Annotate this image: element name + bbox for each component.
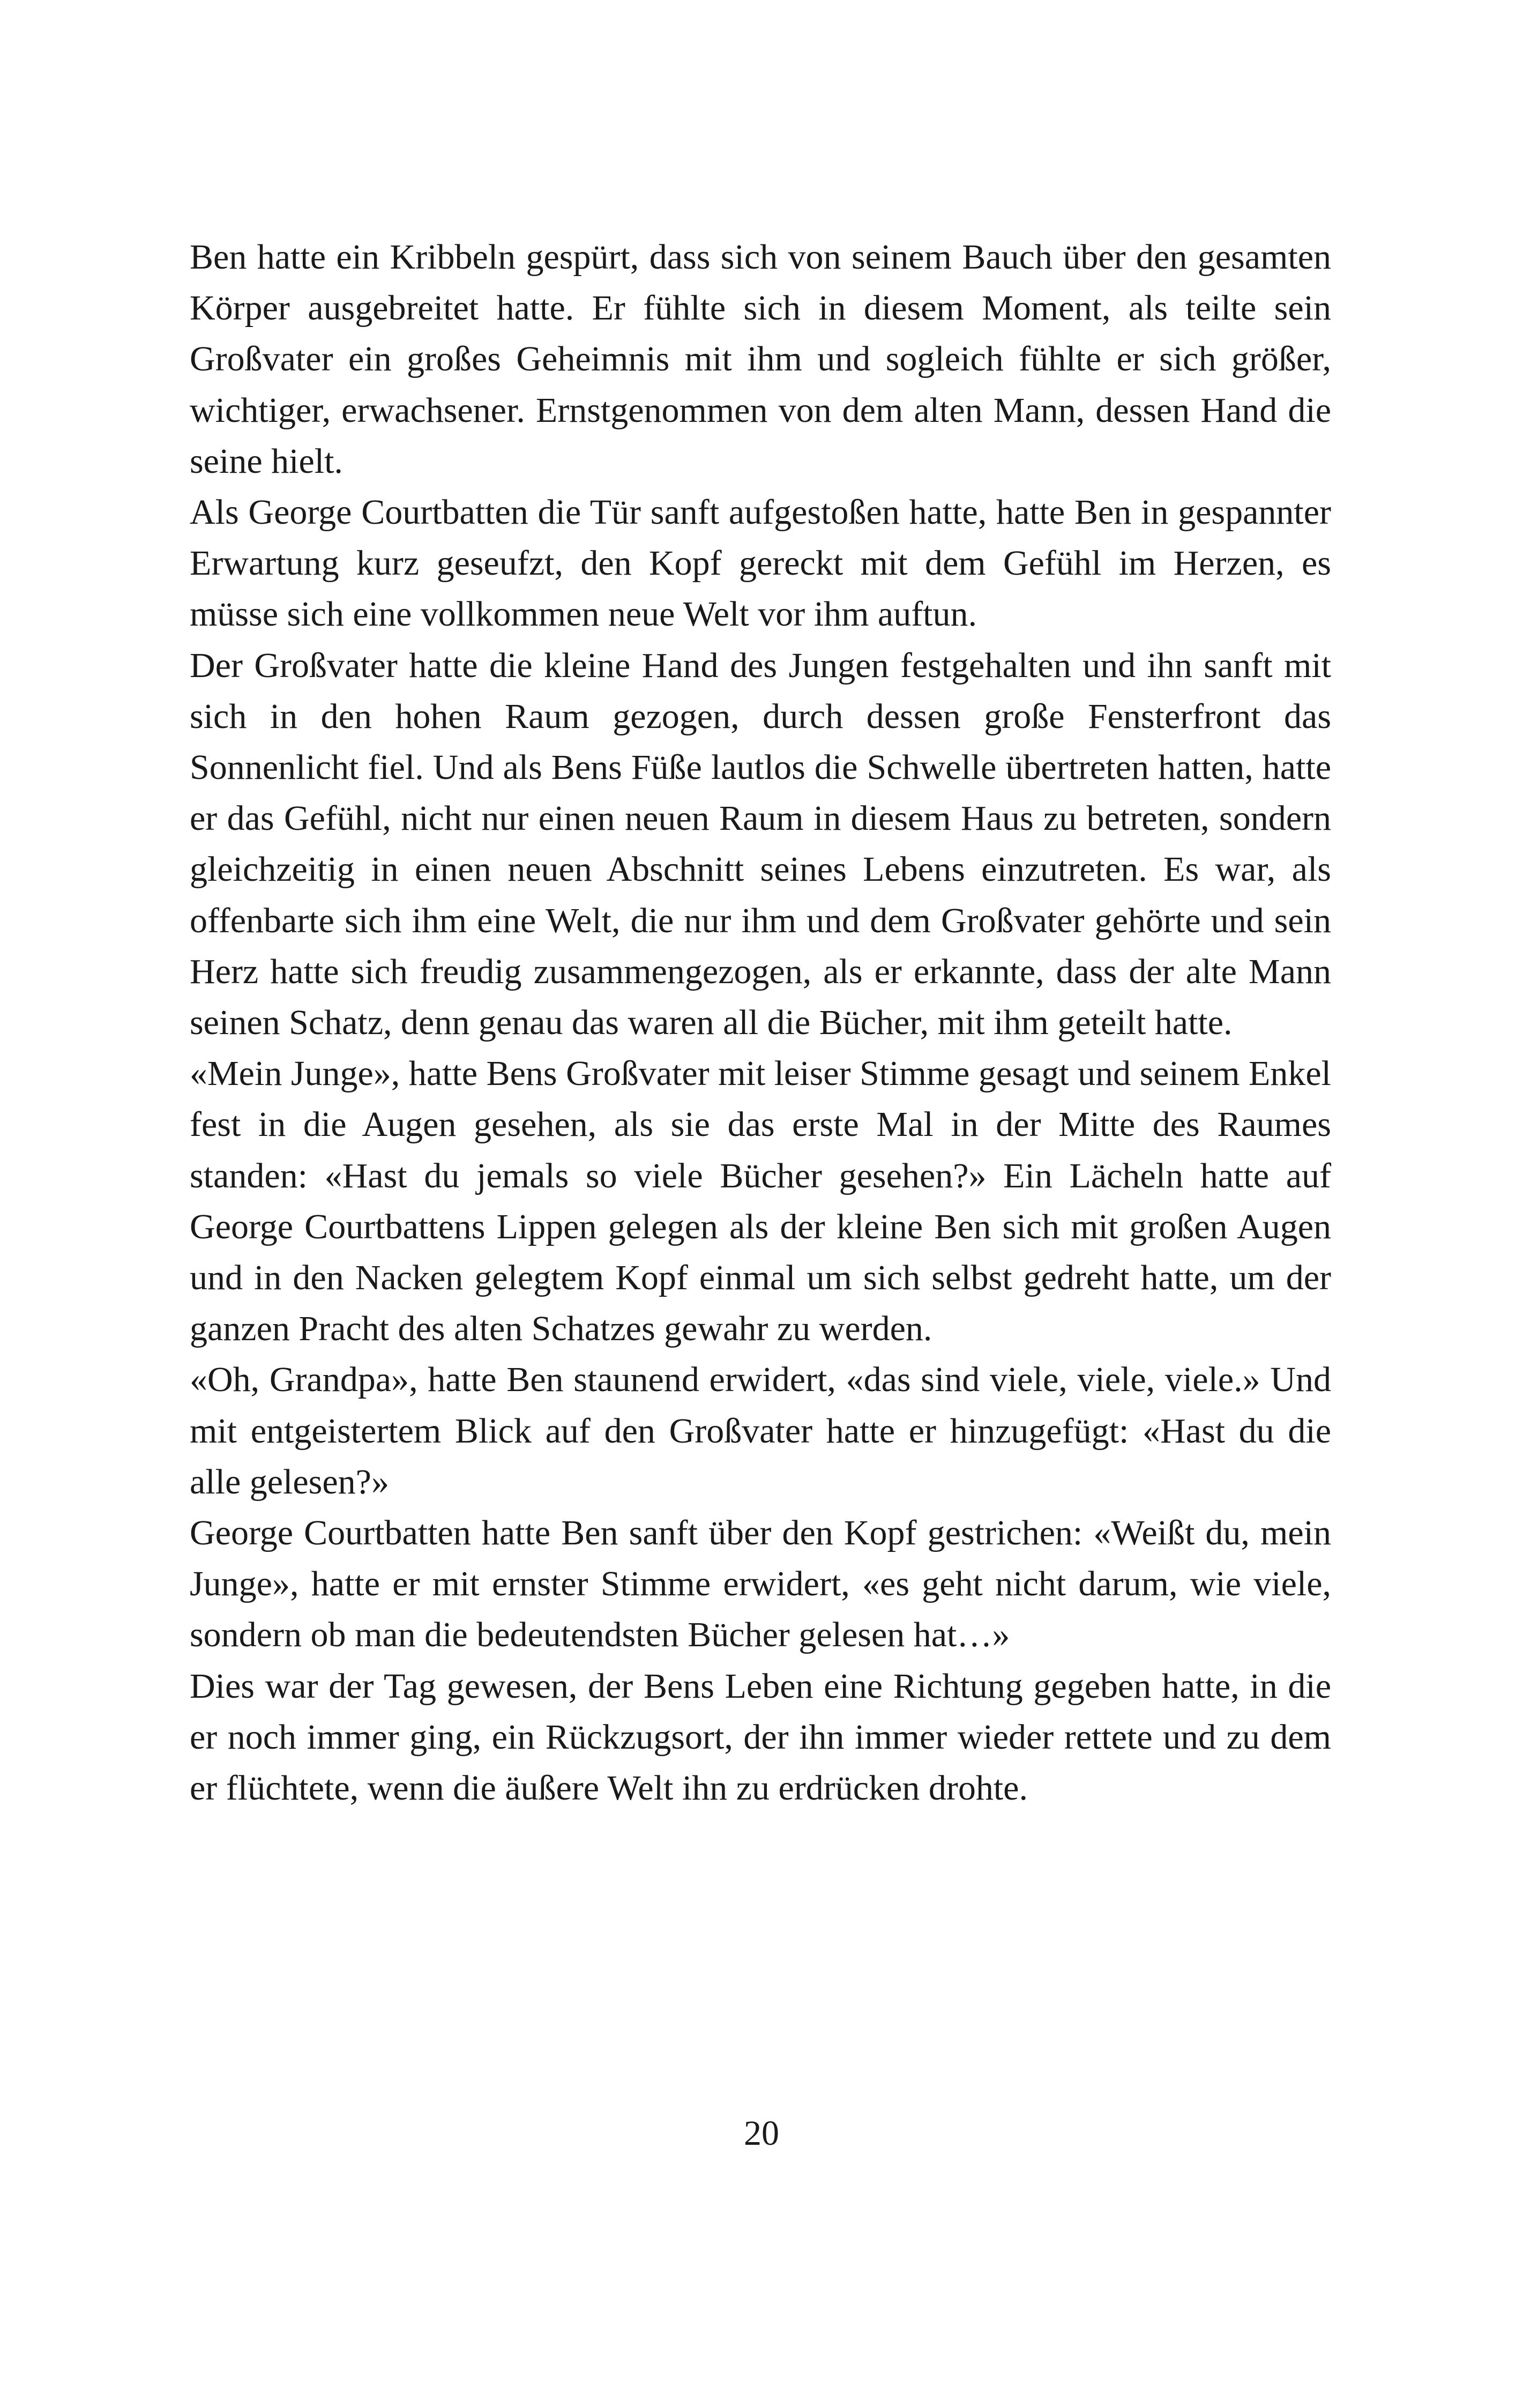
page-number: 20	[744, 2114, 779, 2153]
paragraph-5: «Oh, Grandpa», hatte Ben staunend erwidert, «das sind viele, viele, viele.» Und mit entgeistertem Blick auf den Großvater hatte er hinzugefügt: «Hast du die alle gelesen?»	[190, 1360, 1331, 1502]
paragraph-1: Ben hatte ein Kribbeln gespürt, dass sich von seinem Bauch über den gesamten Körper ausgebreitet hatte. Er fühlte sich in diesem Moment, als teilte sein Großvater ein großes Geheimnis mit ihm und sogleich fühlte er sich größer, wichtiger, erwachsener. Ernstgenommen von dem alten Mann, dessen Hand die seine hielt.	[190, 237, 1331, 481]
paragraph-2: Als George Courtbatten die Tür sanft aufgestoßen hatte, hatte Ben in gespannter Erwartung kurz geseufzt, den Kopf gereckt mit dem Gefühl im Herzen, es müsse sich eine vollkommen neue Welt vor ihm auftun.	[190, 493, 1331, 634]
paragraph-4: «Mein Junge», hatte Bens Großvater mit leiser Stimme gesagt und seinem Enkel fest in die Augen gesehen, als sie das erste Mal in der Mitte des Raumes standen: «Hast du jemals so viele Bücher gesehen?» Ein Lächeln hatte auf George Courtbattens Lippen gelegen als der kleine Ben sich mit großen Augen und in den Nacken gelegtem Kopf einmal um sich selbst gedreht hatte, um der ganzen Pracht des alten Schatzes gewahr zu werden.	[190, 1054, 1331, 1349]
body-text	[190, 232, 1331, 1814]
paragraph-7: Dies war der Tag gewesen, der Bens Leben eine Richtung gegeben hatte, in die er noch immer ging, ein Rückzugsort, der ihn immer wieder rettete und zu dem er flüchtete, wenn die äußere Welt ihn zu erdrücken drohte.	[190, 1666, 1331, 1808]
paragraph-3: Der Großvater hatte die kleine Hand des Jungen festgehalten und ihn sanft mit sich in den hohen Raum gezogen, durch dessen große Fensterfront das Sonnenlicht fiel. Und als Bens Füße lautlos die Schwelle übertreten hatten, hatte er das Gefühl, nicht nur einen neuen Raum in diesem Haus zu betreten, sondern gleichzeitig in einen neuen Abschnitt seines Lebens einzutreten. Es war, als offenbarte sich ihm eine Welt, die nur ihm und dem Großvater gehörte und sein Herz hatte sich freudig zusammengezogen, als er erkannte, dass der alte Mann seinen Schatz, denn genau das waren all die Bücher, mit ihm geteilt hatte.	[190, 645, 1331, 1043]
paragraph-6: George Courtbatten hatte Ben sanft über den Kopf gestrichen: «Weißt du, mein Junge», hatte er mit ernster Stimme erwidert, «es geht nicht darum, wie viele, sondern ob man die bedeutendsten Bücher gelesen hat…»	[190, 1513, 1331, 1655]
